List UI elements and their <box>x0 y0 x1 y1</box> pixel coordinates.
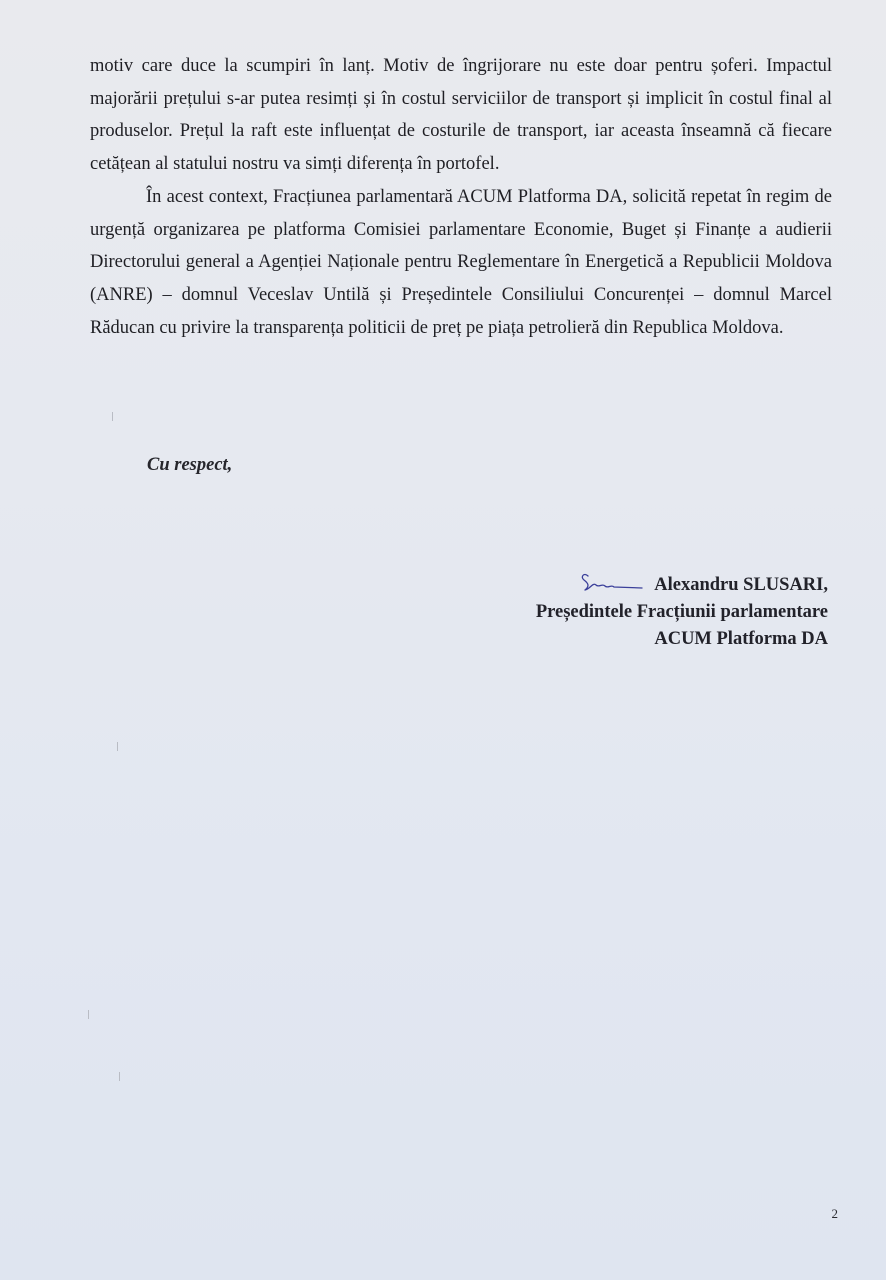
signature-block <box>536 572 828 653</box>
document-body <box>90 50 832 344</box>
page-number: 2 <box>831 1206 838 1221</box>
signatory-name: Alexandru SLUSARI, <box>654 575 828 595</box>
paper-speck <box>88 1010 89 1019</box>
paragraph-1: motiv care duce la scumpiri în lanț. Motiv de îngrijorare nu este doar pentru șoferi. Impactul majorării prețului s-ar putea resimți și în costul serviciilor de transport și implicit în costul final al produselor. Prețul la raft este influențat de costurile de transport, iar aceasta înseamnă că fiecare cetățean al statului nostru va simți diferența în portofel. <box>90 56 832 175</box>
paper-speck <box>117 742 118 751</box>
signature-icon <box>578 569 646 595</box>
paper-speck <box>119 1072 120 1081</box>
signatory-title: Președintele Fracțiunii parlamentare <box>535 602 828 622</box>
closing-salutation: Cu respect, <box>147 455 233 475</box>
signatory-line <box>536 572 828 599</box>
paragraph-2: În acest context, Fracțiunea parlamentară ACUM Platforma DA, solicită repetat în regim de urgență organizarea pe platforma Comisiei parlamentare Economie, Buget și Finanțe a audierii Directorului general a Agenției Naționale pentru Reglementare în Energetică a Republicii Moldova (ANRE) – domnul Veceslav Untilă și Președintele Consiliului Concurenței – domnul Marcel Răducan cu privire la transparența politicii de preț pe piața petrolieră din Republica Moldova. <box>90 186 832 338</box>
signatory-organization: ACUM Platforma DA <box>654 629 828 649</box>
paper-speck <box>112 412 113 421</box>
